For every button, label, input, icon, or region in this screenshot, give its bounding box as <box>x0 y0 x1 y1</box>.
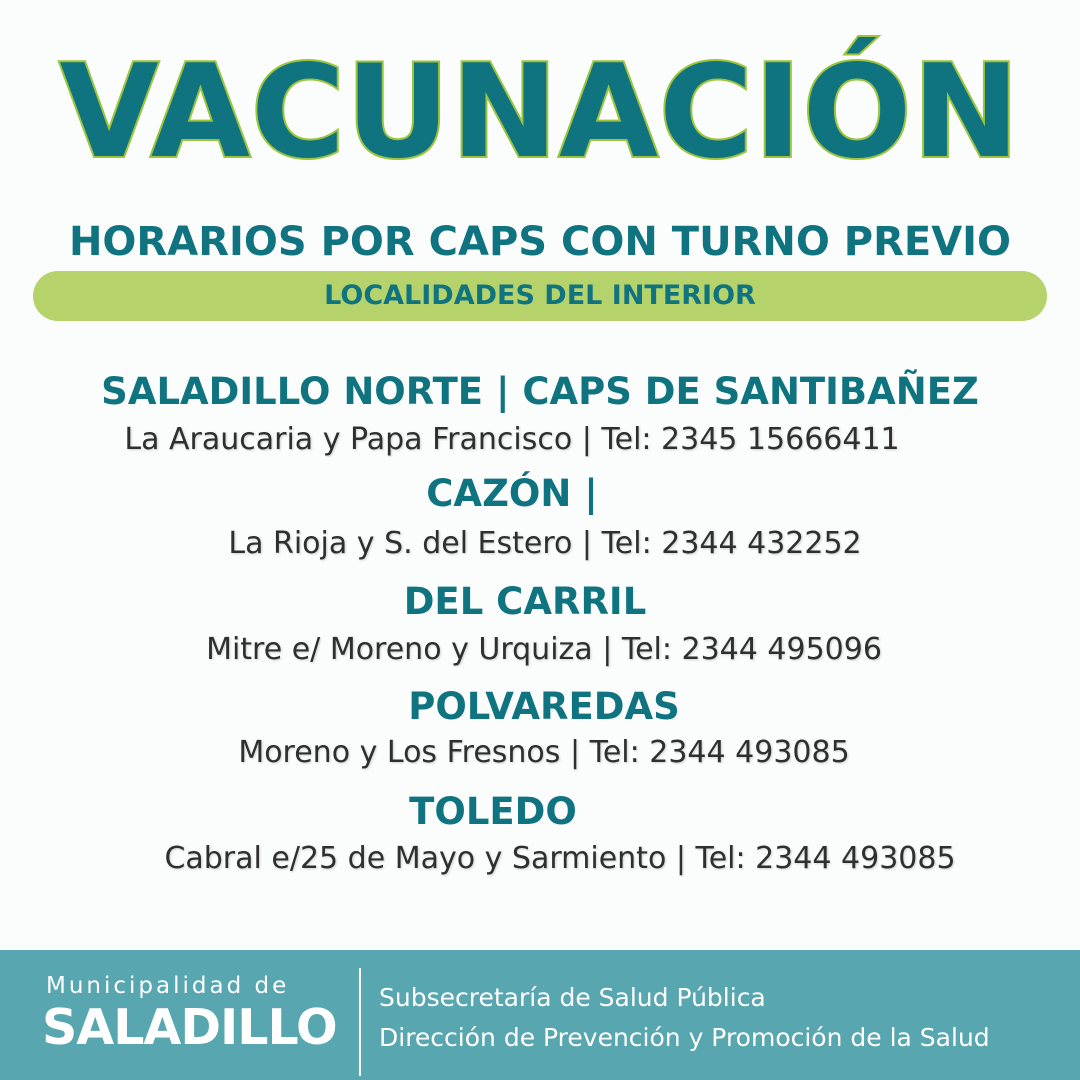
location-address-polvaredas: Moreno y Los Fresnos | Tel: 2344 493085 <box>238 735 850 770</box>
location-name-polvaredas: POLVAREDAS <box>408 685 680 728</box>
subtitle: HORARIOS POR CAPS CON TURNO PREVIO <box>68 219 1012 265</box>
location-address-toledo: Cabral e/25 de Mayo y Sarmiento | Tel: 2344 493085 <box>164 841 956 876</box>
location-address-saladillo-norte: La Araucaria y Papa Francisco | Tel: 2345 15666411 <box>124 422 900 457</box>
location-address-del-carril: Mitre e/ Moreno y Urquiza | Tel: 2344 495096 <box>206 632 882 667</box>
location-name-cazon: CAZÓN | <box>426 472 598 515</box>
banner-pill <box>33 271 1047 321</box>
main-title: VACUNACIÓN <box>59 38 1021 187</box>
footer-divider <box>359 968 361 1076</box>
location-name-del-carril: DEL CARRIL <box>403 580 647 623</box>
municipality-label: Municipalidad de <box>46 973 290 999</box>
location-name-saladillo-norte: SALADILLO NORTE | CAPS DE SANTIBAÑEZ <box>101 370 979 413</box>
footer-line-subsecretaria: Subsecretaría de Salud Pública <box>379 983 766 1012</box>
municipality-logo-text: SALADILLO <box>42 999 337 1056</box>
banner-text: LOCALIDADES DEL INTERIOR <box>324 280 756 311</box>
footer-line-direccion: Dirección de Prevención y Promoción de la Salud <box>379 1023 990 1052</box>
footer-bar <box>0 950 1080 1080</box>
location-address-cazon: La Rioja y S. del Estero | Tel: 2344 432252 <box>228 526 862 561</box>
location-name-toledo: TOLEDO <box>409 790 577 833</box>
